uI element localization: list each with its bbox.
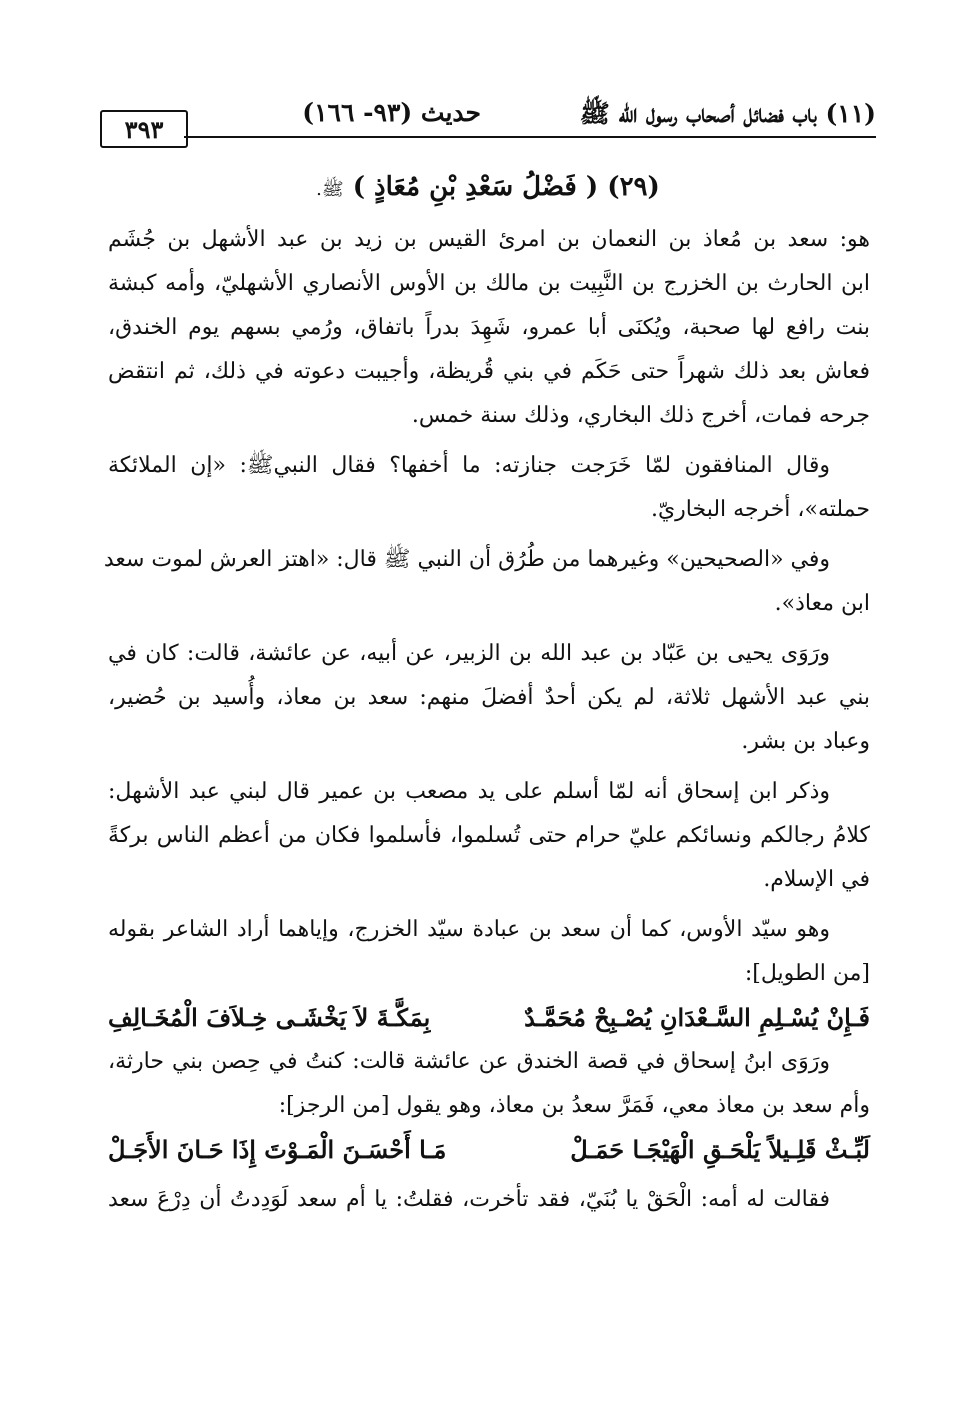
- text-line: بني عبد الأشهل ثلاثة، لم يكن أحدٌ أفضلَ منهم: سعد بن معاذ، وأُسيد بن حُضير،: [108, 685, 870, 710]
- paragraph-biography: [108, 218, 870, 438]
- verse-first-hemistich: فَـإِنْ يُسْـلِمِ السَّـعْدَانِ يُصْـبِحْ مُحَمَّـدٌ: [524, 1003, 870, 1032]
- page-number: ٣٩٣: [100, 110, 188, 148]
- verse-first-hemistich: لَبِّـثْ قَلِـيلاً يَلْحَـقِ الْهَيْجَـا حَمَـلْ: [570, 1135, 870, 1164]
- section-heading: [100, 172, 876, 204]
- header-divider: [184, 136, 876, 138]
- paragraph-throne: [103, 538, 870, 626]
- text-line: وفي «الصحيحين» وغيرهما من طُرُق أن النبي ﷺ قال: «اهتز العرش لموت سعد: [103, 547, 830, 572]
- paragraph-master-of-aws: [108, 908, 870, 996]
- body-text: [103, 218, 870, 1222]
- text-line: وعباد بن بشر.: [741, 729, 870, 754]
- text-line: وأم سعد بن معاذ معي، فَمَرَّ سعدُ بن معاذ، وهو يقول [من الرجز]:: [278, 1093, 870, 1118]
- text-line: كلامُ رجالكم ونسائكم عليّ حرام حتى تُسلموا، فأسلموا فكان من أعظم الناس بركةً: [108, 823, 870, 848]
- text-line: [من الطويل]:: [744, 961, 870, 986]
- text-line: جرحه فمات، أخرج ذلك البخاري، وذلك سنة خمس.: [411, 403, 870, 428]
- text-line: وهو سيّد الأوس، كما أن سعد بن عبادة سيّد الخزرج، وإياهما أراد الشاعر بقوله: [108, 917, 830, 942]
- hadith-range: حديث (٩٣- ١٦٦): [302, 98, 481, 127]
- text-line: فعاش بعد ذلك شهراً حتى حَكَم في بني قُريظة، وأجيبت دعوته في ذلك، ثم انتقض: [108, 359, 870, 384]
- running-header: [100, 92, 876, 148]
- text-line: ابن معاذ».: [774, 591, 870, 616]
- text-line: فقالت له أمه: الْحَقْ يا بُنَيّ، فقد تأخرت، فقلتُ: يا أم سعد لَوَدِدتُ أن دِرْعَ سعد: [108, 1187, 830, 1212]
- text-line: وقال المنافقون لمّا خَرَجت جنازته: ما أخفها؟ فقال النبيﷺ: «إن الملائكة: [108, 453, 830, 478]
- paragraph-khandaq: [108, 1040, 870, 1128]
- verse-second-hemistich: بِمَكَّـةَ لاَ يَخْشَـى خِـلاَفَ الْمُخَـالِفِ: [108, 1003, 431, 1032]
- paragraph-funeral: [108, 444, 870, 532]
- paragraph-mother-reply: [108, 1178, 870, 1222]
- text-line: ورَوَى يحيى بن عَبّاد بن عبد الله بن الزبير، عن أبيه، عن عائشة، قالت: كان في: [108, 641, 830, 666]
- section-title: (٢٩) ( فَضْلُ سَعْدِ بْنِ مُعَاذٍ ): [352, 172, 660, 202]
- paragraph-aisha-narration: [108, 632, 870, 764]
- text-line: في الإسلام.: [763, 867, 870, 892]
- poem-verse: [108, 1128, 870, 1172]
- text-line: حملته»، أخرجه البخاريّ.: [650, 497, 870, 522]
- chapter-title: (١١) باب فضائل أصحاب رسول الله ﷺ: [579, 99, 876, 128]
- text-line: ورَوَى ابنُ إسحاق في قصة الخندق عن عائشة قالت: كنتُ في حِصن بني حارثة،: [108, 1049, 830, 1074]
- honorific-mark: ﷺ.: [316, 179, 344, 200]
- text-line: ابن الحارث بن الخزرج بن النَّبِيت بن مالك بن الأوس الأنصاري الأشهليّ، وأمه كبشة: [108, 271, 870, 296]
- poem-verse: [108, 996, 870, 1040]
- text-line: بنت رافع لها صحبة، ويُكنَى أبا عمرو، شَهِدَ بدراً باتفاق، ورُمي بسهم يوم الخندق،: [108, 315, 870, 340]
- text-line: وذكر ابن إسحاق أنه لمّا أسلم على يد مصعب بن عمير قال لبني عبد الأشهل:: [108, 779, 830, 804]
- paragraph-ibn-ishaq: [108, 770, 870, 902]
- text-line: هو: سعد بن مُعاذ بن النعمان بن امرئ القيس بن زيد بن عبد الأشهل بن جُشَم: [108, 227, 870, 252]
- verse-second-hemistich: مَـا أَحْسَـنَ الْمَـوْتَ إِذَا حَـانَ الأَجَـلْ: [108, 1135, 447, 1164]
